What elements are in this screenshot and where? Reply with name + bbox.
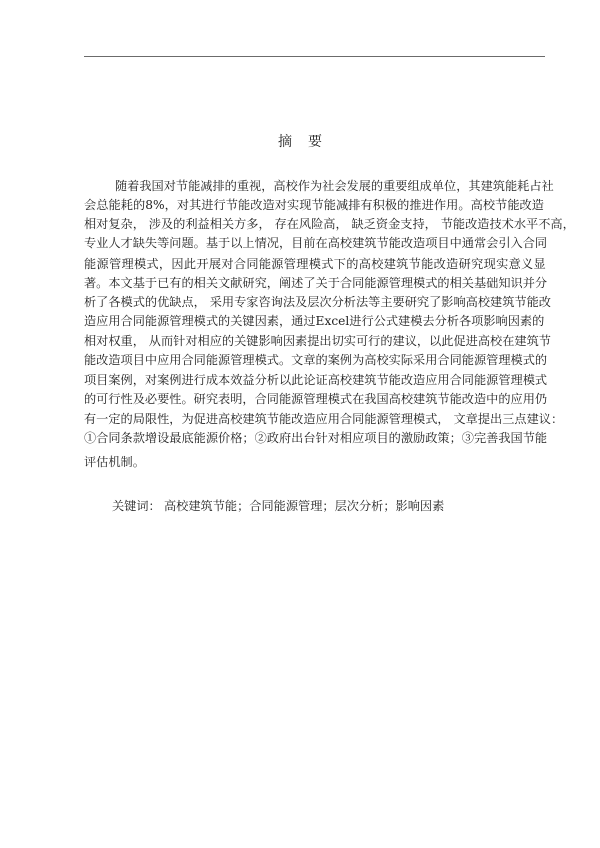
- abstract-line: 相对权重， 从而针对相应的关键影响因素提出切实可行的建议，以此促进高校在建筑节: [84, 334, 551, 348]
- keywords-value: 高校建筑节能；合同能源管理；层次分析；影响因素: [164, 499, 445, 513]
- abstract-line: 有一定的局限性，为促进高校建筑节能改造应用合同能源管理模式， 文章提出三点建议：: [84, 412, 564, 426]
- abstract-line: 专业人才缺失等问题。基于以上情况，目前在高校建筑节能改造项目中通常会引入合同: [84, 236, 548, 250]
- page-title: 摘要: [278, 134, 338, 150]
- abstract-line: 的可行性及必要性。研究表明，合同能源管理模式在我国高校建筑节能改造中的应用仍: [84, 392, 548, 406]
- abstract-line: 会总能耗的8%，对其进行节能改造对实现节能减排有积极的推进作用。高校节能改造: [84, 198, 544, 212]
- abstract-line: ①合同条款增设最底能源价格；②政府出台针对相应项目的激励政策；③完善我国节能: [84, 431, 548, 445]
- abstract-line: 随着我国对节能减排的重视，高校作为社会发展的重要组成单位，其建筑能耗占社: [115, 179, 554, 193]
- abstract-line: 项目案例，对案例进行成本效益分析以此论证高校建筑节能改造应用合同能源管理模式: [84, 373, 548, 387]
- abstract-line: 著。本文基于已有的相关文献研究，阐述了关于合同能源管理模式的相关基础知识并分: [84, 276, 548, 290]
- abstract-line: 能源管理模式，因此开展对合同能源管理模式下的高校建筑节能改造研究现实意义显: [84, 257, 547, 271]
- abstract-line: 能改造项目中应用合同能源管理模式。文章的案例为高校实际采用合同能源管理模式的: [84, 353, 548, 367]
- abstract-line: 造应用合同能源管理模式的关键因素，通过Excel进行公式建模去分析各项影响因素的: [84, 314, 545, 328]
- keywords-label: 关键词：: [112, 499, 161, 513]
- abstract-line: 析了各模式的优缺点， 采用专家咨询法及层次分析法等主要研究了影响高校建筑节能改: [84, 295, 551, 309]
- abstract-line: 评估机制。: [84, 455, 145, 469]
- abstract-line: 相对复杂， 涉及的利益相关方多， 存在风险高， 缺乏资金支持， 节能改造技术水平不高，: [84, 217, 575, 231]
- header-rule: [84, 56, 545, 57]
